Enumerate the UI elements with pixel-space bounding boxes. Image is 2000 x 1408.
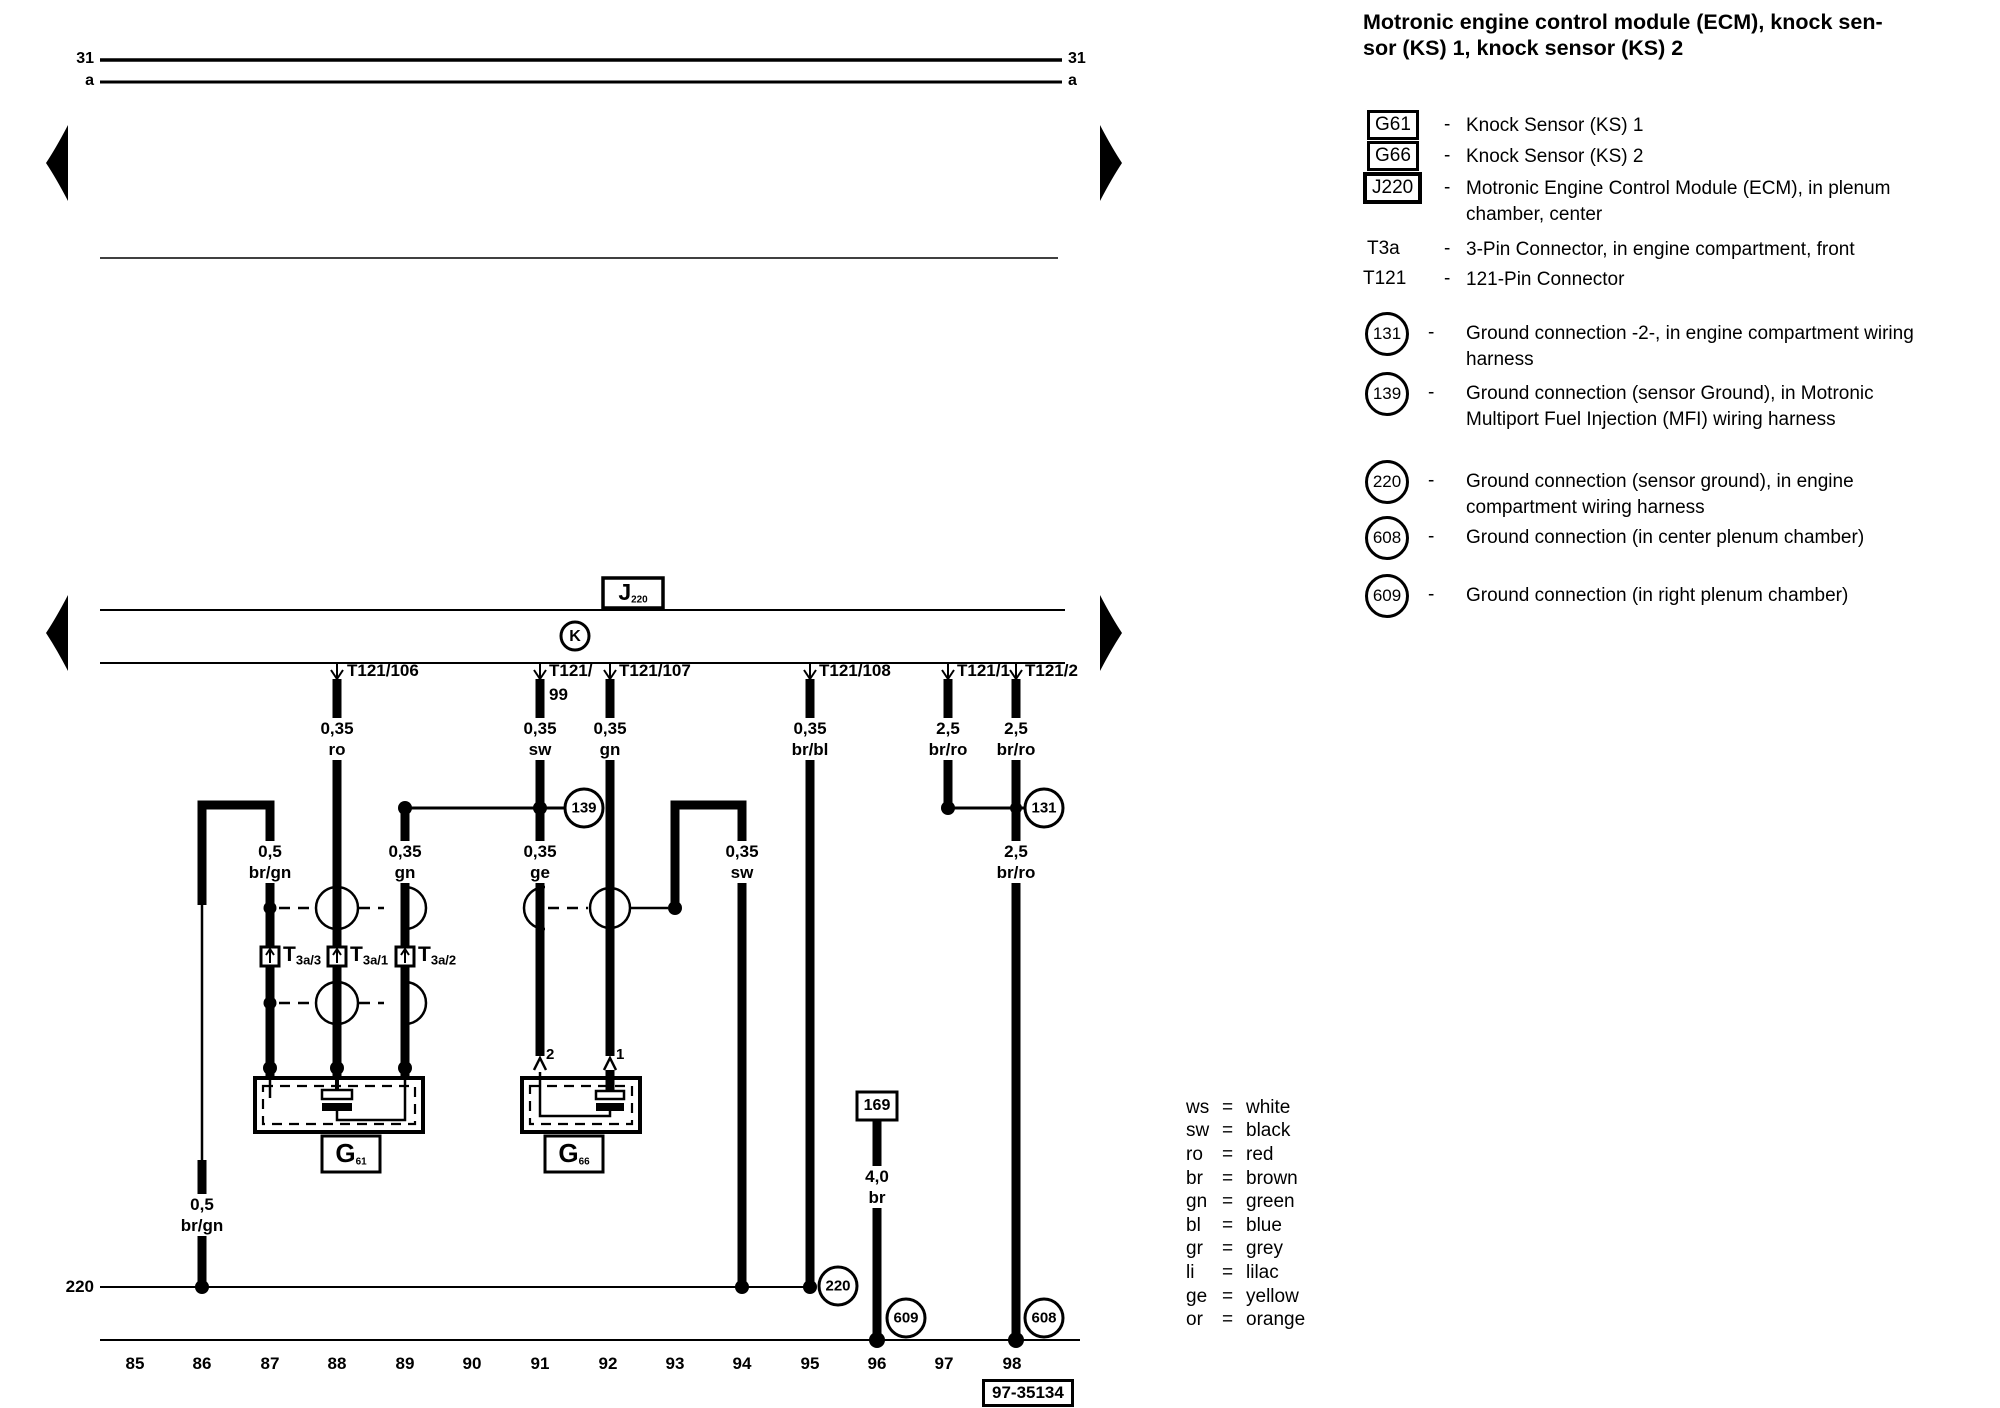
legend-dash: - xyxy=(1428,584,1435,605)
legend-symbol-609: 609 xyxy=(1365,574,1409,618)
j220-sub: 220 xyxy=(631,594,648,606)
pin-label-t121-107: T121/107 xyxy=(619,661,691,680)
legend-dash: - xyxy=(1428,322,1435,343)
color-code-row: gr = grey xyxy=(1186,1238,1283,1260)
ecm-block xyxy=(100,578,1065,663)
j220-main: J xyxy=(618,579,632,605)
grid-86: 86 xyxy=(192,1354,212,1373)
legend-symbol-220: 220 xyxy=(1365,460,1409,504)
t3a-3-box xyxy=(261,947,279,966)
color-code-key xyxy=(1186,1096,1305,1332)
legend-dash: - xyxy=(1444,238,1451,259)
g66-pin1-number: 1 xyxy=(616,1046,625,1063)
wire-label-gn: 0,35 gn xyxy=(589,718,630,760)
shield-symbols xyxy=(264,887,683,1024)
g66-piezo-top xyxy=(596,1091,624,1099)
rail-a-label-right: a xyxy=(1068,72,1077,89)
pin-label-t121-106: T121/106 xyxy=(347,661,419,680)
t3a-1-box xyxy=(328,947,346,966)
legend-text-t3a: 3-Pin Connector, in engine compartment, front xyxy=(1466,239,1855,260)
grid-92: 92 xyxy=(598,1354,618,1373)
legend-dash: - xyxy=(1444,177,1451,198)
legend-dash: - xyxy=(1428,470,1435,491)
t3a-2-box xyxy=(396,947,414,966)
pin-label-t121-1: T121/1 xyxy=(957,661,1010,680)
color-code-row: ws = white xyxy=(1186,1096,1291,1118)
wire-label-brro2: 2,5 br/ro xyxy=(993,718,1040,760)
wire-label-ge-mid: 0,35 ge xyxy=(519,841,560,883)
wire-label-gn-mid: 0,35 gn xyxy=(384,841,425,883)
ground-609-label: 609 xyxy=(893,1309,919,1327)
color-code-row: or = orange xyxy=(1186,1309,1306,1331)
legend-text-g61: Knock Sensor (KS) 1 xyxy=(1466,115,1644,136)
legend-text-g66: Knock Sensor (KS) 2 xyxy=(1466,146,1644,167)
grid-89: 89 xyxy=(395,1354,415,1373)
rail-31-label-left: 31 xyxy=(76,50,94,67)
pin-label-t121-108: T121/108 xyxy=(819,661,891,680)
legend-text-609: Ground connection (in right plenum chamber) xyxy=(1466,585,1849,606)
legend-symbol-608: 608 xyxy=(1365,516,1409,560)
g66-piezo-bottom xyxy=(596,1103,624,1111)
wire-label-brgn-low: 0,5 br/gn xyxy=(177,1194,228,1236)
legend-text-j220: Motronic Engine Control Module (ECM), in plenum chamber, center xyxy=(1466,178,1891,225)
legend-dash: - xyxy=(1444,145,1451,166)
legend-symbol-g66: G66 xyxy=(1367,141,1419,171)
rail-220-label: 220 xyxy=(65,1277,94,1296)
legend-dash: - xyxy=(1444,268,1451,289)
rail-a-label-left: a xyxy=(85,72,94,89)
grid-95: 95 xyxy=(800,1354,820,1373)
ground-rails-bottom xyxy=(100,1267,1080,1348)
wire-label-brbl: 0,35 br/bl xyxy=(788,718,833,760)
legend-text-608: Ground connection (in center plenum chamber) xyxy=(1466,527,1865,548)
top-rails xyxy=(100,60,1062,258)
legend-text-131: Ground connection -2-, in engine compartment wiring harness xyxy=(1466,323,1914,370)
pin-label-t121-99a: T121/ xyxy=(549,661,593,680)
legend-symbol-t3a: T3a xyxy=(1367,238,1400,259)
pin-label-t121-99b: 99 xyxy=(549,685,568,704)
k-symbol: K xyxy=(569,628,581,645)
arrow-left-top xyxy=(46,125,68,201)
g61-piezo-top xyxy=(322,1090,352,1099)
color-code-row: gn = green xyxy=(1186,1191,1295,1213)
grid-96: 96 xyxy=(867,1354,887,1373)
color-code-row: li = lilac xyxy=(1186,1261,1279,1283)
arrow-left-ecm xyxy=(46,595,68,671)
legend-symbol-j220: J220 xyxy=(1363,172,1422,204)
wire-label-brro1: 2,5 br/ro xyxy=(925,718,972,760)
wire-label-ro: 0,35 ro xyxy=(316,718,357,760)
legend-symbol-131: 131 xyxy=(1365,312,1409,356)
wire-label-brro-mid: 2,5 br/ro xyxy=(993,841,1040,883)
grid-93: 93 xyxy=(665,1354,685,1373)
grid-88: 88 xyxy=(327,1354,347,1373)
grid-91: 91 xyxy=(530,1354,550,1373)
g66-pin2-arrow xyxy=(534,1058,546,1070)
g66-pin2-number: 2 xyxy=(546,1046,555,1063)
legend-text-139: Ground connection (sensor Ground), in Motronic Multiport Fuel Injection (MFI) wiring harness xyxy=(1466,383,1874,430)
g66-label: $G_{66}$ xyxy=(558,1138,590,1168)
page-title-line1: Motronic engine control module (ECM), knock sen- xyxy=(1363,10,1883,34)
t3a-3-label: $T_{3a/3}$ xyxy=(283,943,322,968)
color-code-row: ge = yellow xyxy=(1186,1285,1299,1307)
wire-label-sw-mid: 0,35 sw xyxy=(721,841,762,883)
color-code-row: bl = blue xyxy=(1186,1214,1282,1236)
diagram-number: 97-35134 xyxy=(982,1379,1074,1407)
color-code-row: sw = black xyxy=(1186,1120,1291,1142)
legend-dash: - xyxy=(1428,382,1435,403)
legend-dash: - xyxy=(1444,114,1451,135)
arrow-right-ecm xyxy=(1100,595,1122,671)
grid-85: 85 xyxy=(125,1354,145,1373)
splice-169-label: 169 xyxy=(863,1097,891,1114)
grid-98: 98 xyxy=(1002,1354,1022,1373)
wire-label-sw: 0,35 sw xyxy=(519,718,560,760)
continuation-arrows xyxy=(46,125,1122,671)
page-title-line2: sor (KS) 1, knock sensor (KS) 2 xyxy=(1363,36,1684,60)
color-code-row: br = brown xyxy=(1186,1167,1298,1189)
g61-label: $G_{61}$ xyxy=(335,1138,367,1168)
g61-piezo-bottom xyxy=(322,1103,352,1111)
ground-608-label: 608 xyxy=(1031,1309,1057,1327)
ground-131-label: 131 xyxy=(1031,799,1057,817)
ground-139-label: 139 xyxy=(571,799,597,817)
grid-97: 97 xyxy=(934,1354,954,1373)
legend-symbol-g61: G61 xyxy=(1367,110,1419,140)
pin-label-t121-2: T121/2 xyxy=(1025,661,1078,680)
wire-label-brgn-mid: 0,5 br/gn xyxy=(245,841,296,883)
color-code-row: ro = red xyxy=(1186,1143,1274,1165)
legend-text-t121: 121-Pin Connector xyxy=(1466,269,1625,290)
j220-label xyxy=(603,579,663,607)
ground-220-label: 220 xyxy=(825,1277,851,1295)
wire-label-br-low: 4,0 br xyxy=(861,1166,893,1208)
legend-text-220: Ground connection (sensor ground), in engine compartment wiring harness xyxy=(1466,471,1854,518)
shield-g66 xyxy=(524,887,682,929)
grid-87: 87 xyxy=(260,1354,280,1373)
t3a-2-label: $T_{3a/2}$ xyxy=(418,943,457,968)
grid-90: 90 xyxy=(462,1354,482,1373)
legend-symbol-t121: T121 xyxy=(1363,268,1407,289)
wires xyxy=(202,679,1016,1340)
grid-94: 94 xyxy=(732,1354,752,1373)
rail-31-label-right: 31 xyxy=(1068,50,1086,67)
arrow-right-top xyxy=(1100,125,1122,201)
legend-dash: - xyxy=(1428,526,1435,547)
t3a-1-label: $T_{3a/1}$ xyxy=(350,943,389,968)
legend-symbol-139: 139 xyxy=(1365,372,1409,416)
g66-pin1-arrow xyxy=(604,1058,616,1070)
